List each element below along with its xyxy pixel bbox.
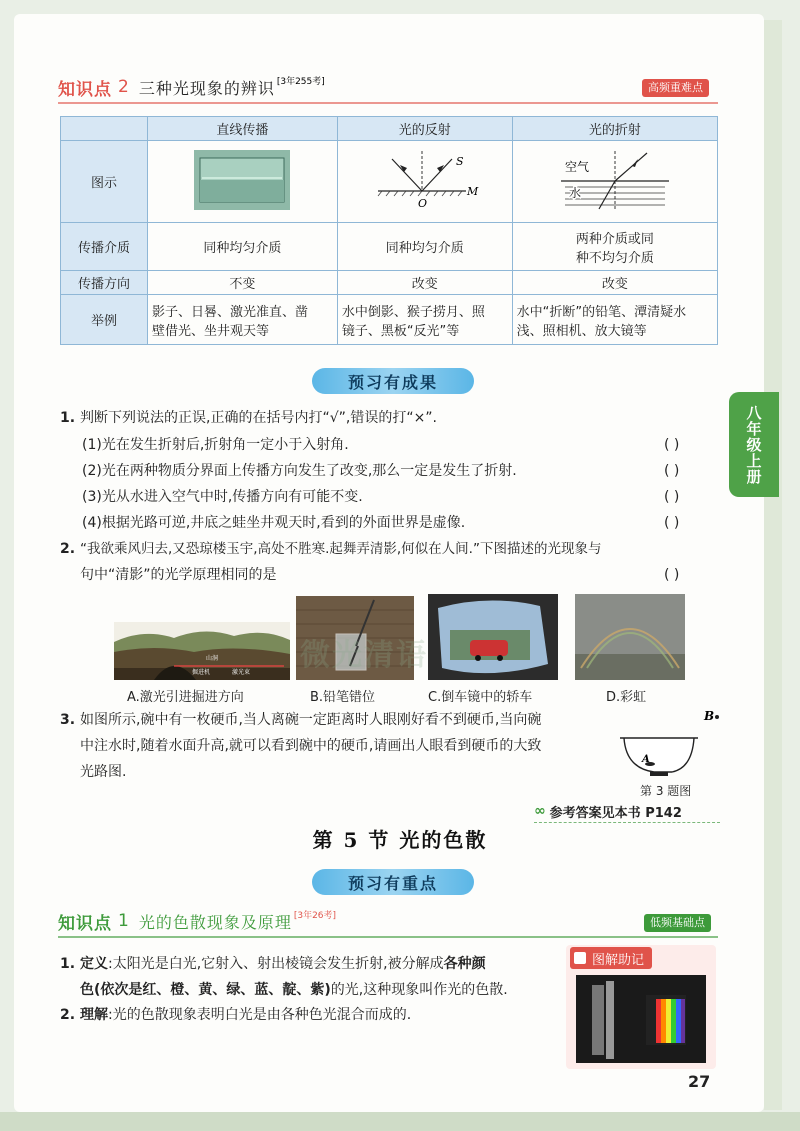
reflection-diagram	[370, 147, 480, 213]
header-rectilinear: 直线传播	[148, 117, 338, 141]
option-d-caption[interactable]: D.彩虹	[606, 690, 647, 705]
label-air: 空气	[564, 159, 589, 174]
option-b-caption[interactable]: B.铅笔错位	[310, 690, 376, 705]
kp-citation: [3年26考]	[293, 910, 337, 921]
understanding-number: 2.	[60, 1007, 76, 1023]
kp-title: 光的色散现象及原理	[138, 912, 292, 932]
figure-3-caption: 第 3 题图	[640, 784, 692, 798]
understanding-line	[80, 1003, 411, 1028]
def-number: 1.	[60, 956, 76, 972]
kp-number: 1	[118, 911, 129, 931]
row-label-examples: 举例	[61, 295, 148, 345]
page-bottom-edge	[0, 1112, 800, 1131]
row-label-medium: 传播介质	[61, 223, 148, 271]
q1-item-2: (2)光在两种物质分界面上传播方向发生了改变,那么一定是发生了折射.	[82, 463, 517, 479]
direction-refraction: 改变	[512, 271, 717, 295]
page-edge	[764, 20, 782, 1110]
machine-label: 掘进机	[192, 669, 211, 676]
definition-emphasis: 各种颜	[443, 956, 486, 972]
definition-text: 的光,这种现象叫作光的色散.	[330, 982, 508, 998]
q2-blank[interactable]: ( )	[664, 567, 680, 583]
eye-label: B	[704, 709, 715, 723]
refraction-diagram	[555, 147, 675, 213]
link-icon: ∞	[534, 803, 546, 819]
note-icon	[574, 952, 586, 964]
definition-label: 定义	[80, 956, 108, 972]
watermark: 微光清语	[300, 638, 428, 673]
kp-tag: 低频基础点	[644, 914, 711, 932]
answer-reference-text: 参考答案见本书 P142	[549, 805, 682, 821]
q1-item-3: (3)光从水进入空气中时,传播方向有可能不变.	[82, 489, 363, 505]
option-a-tunnel-image	[114, 622, 290, 680]
figure-memory-box	[566, 945, 716, 1069]
q1-blank-4[interactable]: ( )	[664, 515, 680, 531]
q2-line1: “我欲乘风归去,又恐琼楼玉宇,高处不胜寒.起舞弄清影,何似在人间.”下图描述的光现象与	[80, 541, 602, 557]
row-label-direction: 传播方向	[61, 271, 148, 295]
q1-number: 1.	[60, 410, 76, 426]
medium-refraction-line2: 种不均匀介质	[575, 250, 654, 266]
understanding-text: :光的色散现象表明白光是由各种色光混合而成的.	[108, 1007, 412, 1023]
q2-line2: 句中“清影”的光学原理相同的是	[80, 567, 277, 583]
definition-text: :太阳光是白光,它射入、射出棱镜会发生折射,被分解成	[108, 956, 444, 972]
header-refraction: 光的折射	[512, 117, 717, 141]
example-line: 镜子、黑板“反光”等	[341, 323, 460, 339]
understanding-label: 理解	[80, 1007, 108, 1023]
cell-refraction-diagram	[512, 141, 717, 223]
examples-refraction	[512, 295, 717, 345]
label-s: S	[455, 154, 464, 168]
q3-line3: 光路图.	[80, 764, 127, 780]
option-c-mirror-image	[428, 594, 558, 680]
option-d-rainbow-image	[575, 594, 685, 680]
banner-preview-results: 预习有成果	[312, 368, 474, 394]
table-corner	[61, 117, 148, 141]
side-tab[interactable]: 八年级上册	[729, 392, 779, 497]
kp-number: 2	[118, 77, 129, 97]
kp-tag: 高频重难点	[642, 79, 709, 97]
kp-underline	[58, 102, 718, 104]
row-label-diagram: 图示	[61, 141, 148, 223]
example-line: 水中倒影、猴子捞月、照	[341, 304, 485, 320]
medium-refraction-line1: 两种介质或同	[575, 231, 654, 247]
definition-line2	[80, 978, 508, 1003]
medium-rectilinear: 同种均匀介质	[148, 223, 338, 271]
example-line: 壁借光、坐井观天等	[152, 323, 270, 339]
definition-line1	[80, 952, 486, 977]
direction-reflection: 改变	[337, 271, 512, 295]
examples-reflection	[337, 295, 512, 345]
q1-blank-1[interactable]: ( )	[664, 437, 680, 453]
medium-reflection: 同种均匀介质	[337, 223, 512, 271]
coin-label: A	[642, 754, 650, 765]
kp-underline	[58, 936, 718, 938]
label-o: O	[417, 196, 427, 210]
option-c-caption[interactable]: C.倒车镜中的轿车	[428, 690, 533, 705]
kp-label: 知识点	[58, 79, 112, 100]
cell-reflection-diagram	[337, 141, 512, 223]
example-line: 水中“折断”的铅笔、潭清疑水	[516, 304, 687, 320]
cell-rectilinear-photo	[148, 141, 338, 223]
example-line: 影子、日晷、激光准直、凿	[152, 304, 309, 320]
q1-item-4: (4)根据光路可逆,井底之蛙坐井观天时,看到的外面世界是虚像.	[82, 515, 466, 531]
laser-label: 激光束	[232, 669, 251, 676]
bowl-coin-figure	[616, 706, 722, 780]
q2-number: 2.	[60, 541, 76, 557]
q3-line1: 如图所示,碗中有一枚硬币,当人离碗一定距离时人眼刚好看不到硬币,当向碗	[80, 712, 542, 728]
knowledge-point-1-header	[58, 906, 336, 936]
figure-box-title: 图解助记	[592, 952, 645, 968]
q1-blank-3[interactable]: ( )	[664, 489, 680, 505]
q1-blank-2[interactable]: ( )	[664, 463, 680, 479]
page-number: 27	[688, 1072, 711, 1091]
label-water: 水	[568, 185, 581, 200]
q3-line2: 中注水时,随着水面升高,就可以看到碗中的硬币,请画出人眼看到硬币的大致	[80, 738, 542, 754]
banner-preview-key-points: 预习有重点	[312, 869, 474, 895]
knowledge-point-2-header	[58, 72, 325, 102]
example-line: 浅、照相机、放大镜等	[516, 323, 647, 339]
direction-rectilinear: 不变	[148, 271, 338, 295]
option-a-caption[interactable]: A.激光引进掘进方向	[127, 690, 244, 705]
laser-tank-photo	[194, 150, 290, 210]
section-title: 第 5 节 光的色散	[312, 828, 488, 852]
kp-title: 三种光现象的辨识	[138, 78, 275, 98]
definition-emphasis: 色(依次是红、橙、黄、绿、蓝、靛、紫)	[80, 982, 331, 998]
header-reflection: 光的反射	[337, 117, 512, 141]
examples-rectilinear	[148, 295, 338, 345]
figure-box-header	[570, 947, 652, 969]
light-phenomena-table	[60, 116, 718, 345]
label-m: M	[466, 184, 478, 198]
q1-item-1: (1)光在发生折射后,折射角一定小于入射角.	[82, 437, 349, 453]
answer-reference[interactable]	[534, 800, 720, 823]
kp-citation: [3年255考]	[276, 76, 325, 87]
tunnel-label: 山洞	[206, 655, 219, 662]
kp-label: 知识点	[58, 913, 112, 934]
medium-refraction	[512, 223, 717, 271]
q1-stem: 判断下列说法的正误,正确的在括号内打“√”,错误的打“×”.	[80, 410, 438, 426]
q3-number: 3.	[60, 712, 76, 728]
prism-dispersion-photo	[576, 975, 706, 1063]
